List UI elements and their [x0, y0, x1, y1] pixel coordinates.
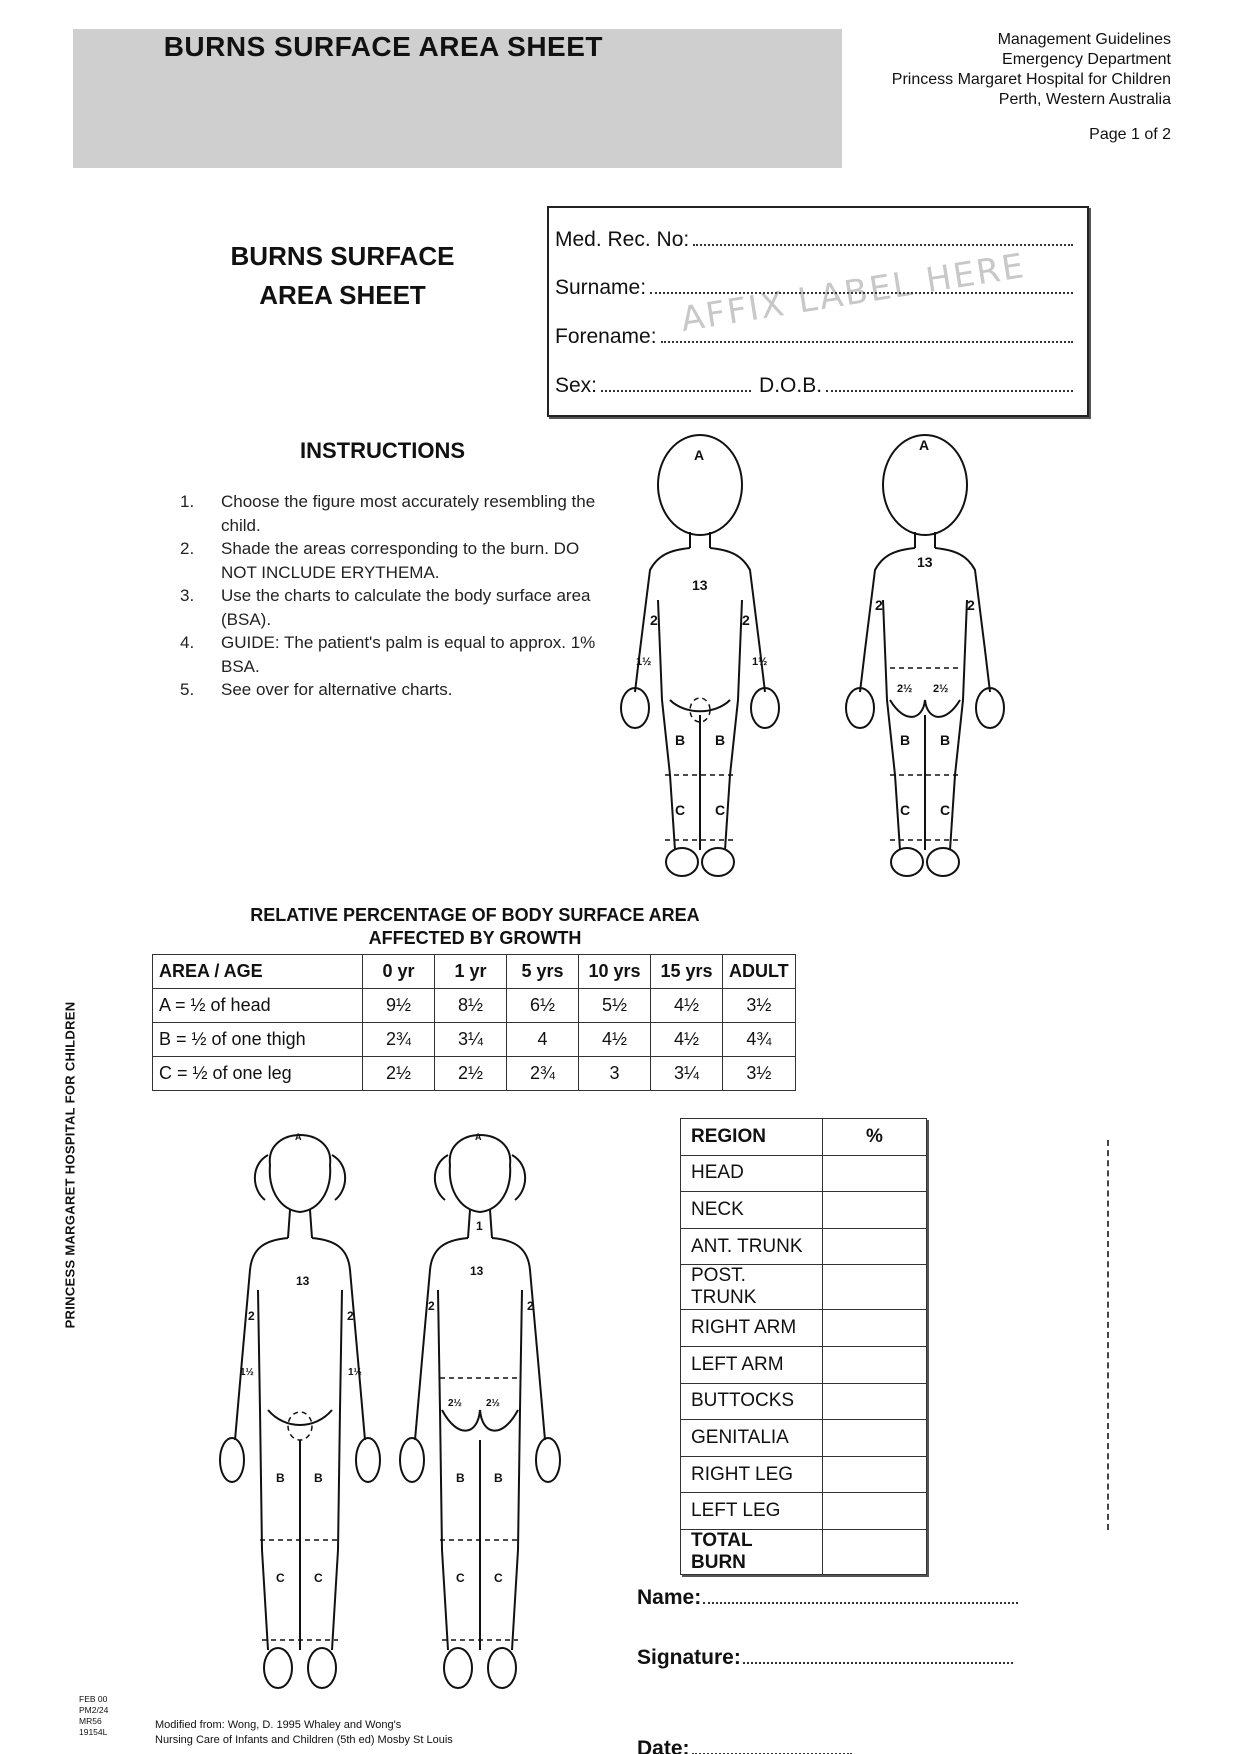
instruction-item: 2. Shade the areas corresponding to the burn. DO NOT INCLUDE ERYTHEMA. [180, 539, 580, 582]
label-forearm: 1½ [636, 656, 652, 668]
table-row: NECK [681, 1192, 927, 1229]
label-thigh: B [456, 1471, 465, 1485]
label-leg: C [675, 802, 686, 818]
table-row: C = ½ of one leg 2½ 2½ 2¾ 3 3¼ 3½ [153, 1057, 796, 1091]
total-percent-cell[interactable] [823, 1529, 927, 1574]
label-head: A [475, 1132, 482, 1142]
percent-cell[interactable] [823, 1192, 927, 1229]
label-buttock: 2½ [933, 683, 949, 695]
patient-label-box[interactable] [547, 206, 1089, 417]
table-row: GENITALIA [681, 1420, 927, 1457]
cut-line [1107, 1140, 1109, 1530]
instruction-item: 4. GUIDE: The patient's palm is equal to approx. 1% BSA. [180, 633, 596, 676]
label-leg: C [940, 802, 951, 818]
label-upper-arm: 2 [650, 612, 658, 628]
percent-cell[interactable] [823, 1346, 927, 1383]
surname-field[interactable] [555, 276, 1073, 300]
label-trunk: 13 [296, 1274, 310, 1288]
label-head: A [694, 447, 705, 463]
table-row: RIGHT LEG [681, 1456, 927, 1493]
table-header-row: AREA / AGE 0 yr 1 yr 5 yrs 10 yrs 15 yrs ADULT [153, 955, 796, 989]
page-number: Page 1 of 2 [1089, 126, 1171, 143]
label-leg: C [900, 802, 911, 818]
table-row: RIGHT ARM [681, 1310, 927, 1347]
date-field[interactable]: Date: [637, 1737, 852, 1754]
label-buttock: 2½ [897, 683, 913, 695]
label-thigh: B [314, 1471, 323, 1485]
med-rec-field[interactable] [555, 228, 1073, 252]
label-leg: C [456, 1571, 465, 1585]
percent-cell[interactable] [823, 1265, 927, 1310]
instruction-item: 1. Choose the figure most accurately resembling the child. [180, 492, 596, 535]
signature-field[interactable]: Signature: [637, 1646, 1013, 1670]
instruction-item: 3. Use the charts to calculate the body surface area (BSA). [180, 586, 591, 629]
sex-dob-field[interactable] [555, 374, 1073, 398]
label-head: A [919, 437, 930, 453]
hospital-info [892, 30, 1171, 110]
table-row: LEFT LEG [681, 1493, 927, 1530]
table-row: B = ½ of one thigh 2¾ 3¼ 4 4½ 4½ 4¾ [153, 1023, 796, 1057]
forename-label: Forename: [555, 325, 657, 348]
label-leg: C [276, 1571, 285, 1585]
label-leg: C [494, 1571, 503, 1585]
percent-cell[interactable] [823, 1493, 927, 1530]
percent-cell[interactable] [823, 1456, 927, 1493]
child-back-figure[interactable] [835, 430, 1015, 885]
sheet-title-line: BURNS SURFACE [230, 241, 455, 271]
percent-cell[interactable] [823, 1155, 927, 1192]
dob-label: D.O.B. [759, 374, 823, 397]
growth-table-title: RELATIVE PERCENTAGE OF BODY SURFACE AREA AFFECTED BY GROWTH [250, 905, 700, 948]
label-buttock: 2½ [486, 1398, 500, 1409]
side-hospital-text: PRINCESS MARGARET HOSPITAL FOR CHILDREN [62, 1001, 78, 1329]
name-field[interactable]: Name: [637, 1586, 1018, 1610]
child-front-figure[interactable] [610, 430, 790, 885]
citation: Modified from: Wong, D. 1995 Whaley and Wong's Nursing Care of Infants and Children (5th ed) Mosby St Louis [155, 1719, 453, 1746]
label-forearm: 1½ [240, 1367, 254, 1378]
percent-cell[interactable] [823, 1228, 927, 1265]
forename-field[interactable] [555, 325, 1073, 349]
label-upper-arm: 2 [875, 597, 883, 613]
label-thigh: B [494, 1471, 503, 1485]
label-thigh: B [940, 732, 951, 748]
label-head: A [295, 1132, 302, 1142]
adolescent-front-figure[interactable] [210, 1110, 390, 1695]
hospital-line: Management Guidelines [997, 31, 1171, 48]
growth-table [152, 954, 796, 1091]
label-thigh: B [715, 732, 726, 748]
label-neck: 1 [476, 1219, 483, 1233]
label-upper-arm: 2 [742, 612, 750, 628]
label-forearm: 1½ [752, 656, 768, 668]
label-upper-arm: 2 [428, 1299, 435, 1313]
hospital-line: Princess Margaret Hospital for Children [891, 71, 1171, 88]
affix-label-watermark: AFFIX LABEL HERE [678, 246, 1029, 340]
med-rec-label: Med. Rec. No: [555, 228, 690, 251]
adolescent-back-figure[interactable] [390, 1110, 570, 1695]
label-thigh: B [675, 732, 686, 748]
instructions-title: INSTRUCTIONS [300, 438, 465, 463]
sex-label: Sex: [555, 374, 598, 397]
table-row: POST. TRUNK [681, 1265, 927, 1310]
percent-cell[interactable] [823, 1383, 927, 1420]
sheet-title-line: AREA SHEET [259, 280, 426, 310]
surname-label: Surname: [555, 276, 647, 299]
sheet-title [200, 237, 485, 315]
hospital-line: Emergency Department [1002, 51, 1171, 68]
table-row: HEAD [681, 1155, 927, 1192]
header-title: BURNS SURFACE AREA SHEET [163, 31, 603, 62]
region-table [680, 1118, 927, 1575]
label-thigh: B [276, 1471, 285, 1485]
form-codes: FEB 00 PM2/24 MR56 19154L [79, 1694, 109, 1737]
hospital-line: Perth, Western Australia [998, 91, 1171, 108]
label-thigh: B [900, 732, 911, 748]
label-upper-arm: 2 [967, 597, 975, 613]
table-row: ANT. TRUNK [681, 1228, 927, 1265]
percent-cell[interactable] [823, 1310, 927, 1347]
total-row: TOTAL BURN [681, 1529, 927, 1574]
label-upper-arm: 2 [347, 1309, 354, 1323]
label-forearm: 1½ [348, 1367, 362, 1378]
label-upper-arm: 2 [527, 1299, 534, 1313]
label-leg: C [715, 802, 726, 818]
table-row: BUTTOCKS [681, 1383, 927, 1420]
instructions-list [180, 490, 600, 702]
table-row: A = ½ of head 9½ 8½ 6½ 5½ 4½ 3½ [153, 989, 796, 1023]
table-row: LEFT ARM [681, 1346, 927, 1383]
label-buttock: 2½ [448, 1398, 462, 1409]
instruction-item: 5. See over for alternative charts. [180, 680, 453, 699]
percent-cell[interactable] [823, 1420, 927, 1457]
label-upper-arm: 2 [248, 1309, 255, 1323]
header-banner [73, 29, 842, 168]
label-trunk: 13 [917, 554, 933, 570]
label-leg: C [314, 1571, 323, 1585]
table-header-row: REGION % [681, 1119, 927, 1156]
label-trunk: 13 [692, 577, 708, 593]
label-trunk: 13 [470, 1264, 484, 1278]
